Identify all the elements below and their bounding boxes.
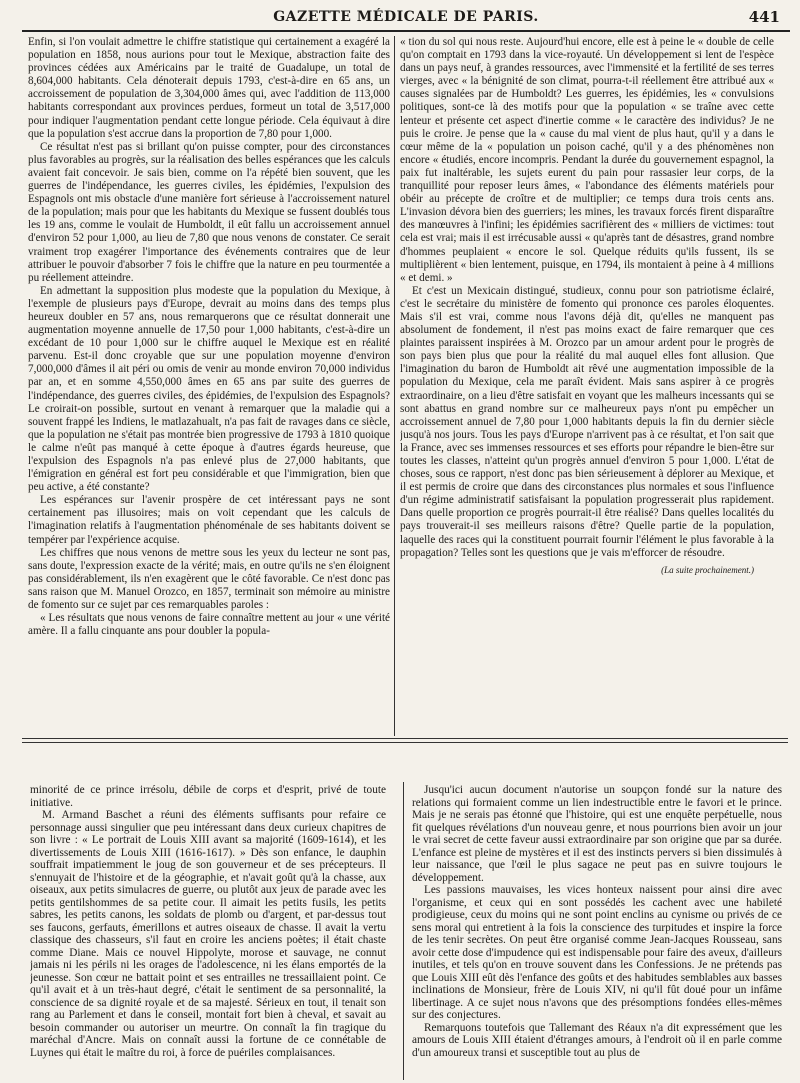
page-number: 441 (748, 8, 780, 26)
feuilleton-column-left (30, 784, 386, 1080)
article-column-right (400, 36, 774, 736)
article-paragraph: Les espérances sur l'avenir prospère de cet intéressant pays ne sont certainement pas illusoires; mais on voit cependant que les calculs de l'imagination relatifs à l'augmentation phénoménale de ses habitants doivent se tempérer par l'expérience acquise. (28, 494, 390, 546)
feuilleton-rule-top (22, 738, 788, 739)
feuilleton-paragraph: Remarquons toutefois que Tallemant des Réaux n'a dit expressément que les amours de Louis XIII étaient d'étranges amours, à l'endroit où il en parle comme d'un amoureux transi et susceptible tout au plus de (412, 1021, 782, 1059)
article-quote: « Les résultats que nous venons de faire connaître mettent au jour « une vérité amère. Il a fallu cinquante ans pour doubler la popula- (28, 612, 390, 638)
article-quote: « tion du sol qui nous reste. Aujourd'hui encore, elle est à peine le « double de celle qu'on comptait en 1793 dans la vice-royauté. Un développement si lent de l'espèce dans un pays neuf, à grandes ressources, avec l'immensité et la fertilité de ses terres vierges, avec « la bénignité de son climat, pourra-t-il réellement être attribué aux « causes signalées par de Humboldt? Les guerres, les épidémies, les « convulsions politiques, sont-ce là des motifs pour que la population « se traîne avec cette lenteur et présente cet aspect d'inertie comme « le caractère des individus? Je ne puis le croire. Je pense que la « cause du mal vient de plus haut, qu'il y a dans le cœur même de la « population un poison caché, qu'il y a des phénomènes non encore « étudiés, encore incompris. Pendant la durée du gouvernement espagnol, la paix fut inaltérable, les sujets eurent du pain pour rassasier leur corps, de la tranquillité pour reposer leurs âmes, « l'abondance des éléments matériels pour obéir au précepte de croître et de multiplier; ce temps dura trois cents ans. L'invasion dévora bien des guerriers; les mines, les travaux forcés firent disparaître des manœuvres à l'infini; les épidémies sacrifièrent des « milliers de victimes: tout cela est vrai; mais il est irrécusable aussi « qu'après tant de désastres, grand nombre d'hommes peuplaient « encore le sol. Quelque réduits qu'ils fussent, ils se multiplièrent « bien lentement, puisque, en 1794, ils montaient à peine à 4 millions « et demi. » (400, 36, 774, 284)
page-header (22, 6, 790, 32)
continuation-note: (La suite prochainement.) (661, 564, 754, 575)
feuilleton-paragraph: Jusqu'ici aucun document n'autorise un soupçon fondé sur la nature des relations qui formaient comme un lien indestructible entre le favori et le prince. Mais je ne serais pas étonné que l'histoire, qui est une enquête perpétuelle, nous fit quelques révélations d'un nouveau genre, et nous pourrions bien avoir un jour le vrai secret de cette faveur aussi extraordinaire par son origine que par sa durée. L'enfance est pleine de mystères et il est des instincts pervers si bien dissimulés à leur naissance, que l'œil le plus sagace ne peut pas en suivre toujours le développement. (412, 784, 782, 884)
article-column-left (28, 36, 390, 736)
article-paragraph: Les chiffres que nous venons de mettre sous les yeux du lecteur ne sont pas, sans doute, l'expression exacte de la vérité; mais, en outre qu'ils ne s'en éloignent pas considérablement, ils n'en exagèrent que le côté favorable. Ce n'est donc pas sans raison que M. Manuel Orozco, en 1857, terminait son mémoire au ministre de fomento sur ce sujet par ces remarquables paroles : (28, 546, 390, 612)
column-divider (394, 36, 395, 736)
feuilleton-paragraph: minorité de ce prince irrésolu, débile de corps et d'esprit, privé de toute initiative. (30, 784, 386, 809)
article-paragraph: Et c'est un Mexicain distingué, studieux, connu pour son patriotisme éclairé, c'est le secrétaire du ministère de fomento qui prononce ces paroles éloquentes. Mais s'il est vrai, comme nous l'avons déjà dit, qu'elles ne manquent pas absolument de fondement, il n'est pas moins exact de faire remarquer que ces plaintes paraissent inspirées à M. Orozco par un amour ardent pour le progrès de son pays bien plus que pour la réalité du mal auquel elles font allusion. Que l'imagination du baron de Humboldt ait rêvé une augmentation impossible de la population du Mexique, cela me paraît évident. Mais sans aspirer à ce progrès extraordinaire, on a lieu d'être satisfait en voyant que les malheurs incessants qui se sont abattus en grand nombre sur ce malheureux pays n'ont pu empêcher un accroissement annuel de 7,80 pour 1,000 habitants depuis la fin du dernier siècle jusqu'à nos jours. Tous les pays d'Europe n'arrivent pas à ce résultat, et l'on sait que la France, avec ses immenses ressources et ses efforts pour répandre le bien-être sur toutes les classes, n'atteint qu'un progrès annuel d'environ 5 pour 1,000. L'état de choses, sous ce rapport, n'est donc pas bien sérieusement à déplorer au Mexique, et il est permis de croire que dans des circonstances plus normales et sous l'influence d'un régime administratif satisfaisant la population progresserait plus rapidement. Dans quelle proportion ce progrès pourrait-il être réalisé? Dans quelles localités du pays trouverait-il ses meilleurs raisons d'être? Quelle partie de la population, laquelle des races qui la constituent pourrait fournir l'élément le plus favorable à la propagation? Telles sont les questions que je vais m'efforcer de résoudre. (400, 284, 774, 559)
article-paragraph: Ce résultat n'est pas si brillant qu'on puisse compter, pour des circonstances plus favorables au progrès, sur la réalisation des belles espérances que les calculs avaient fait concevoir. Je sais bien, comme on l'a répété bien souvent, que les guerres de l'indépendance, les guerres civiles, les épidémies, l'expulsion des Espagnols ont mis obstacle d'une manière fort sérieuse à l'accroissement naturel de la population; mais pour que les habitants du Mexique se fussent doublés tous les 19 ans, comme le voulait de Humboldt, il eût fallu un accroissement annuel d'environ 52 pour 1,000, au lieu de 7,80 que nous venons de constater. Ce serait vraiment trop exagérer l'importance des événements contraires que de leur attribuer le pouvoir d'absorber 7 fois le chiffre que la nature en peu tourmentée a pu réellement atteindre. (28, 140, 390, 284)
article-paragraph: En admettant la supposition plus modeste que la population du Mexique, à l'exemple de plusieurs pays d'Europe, devrait au moins dans des temps plus heureux doubler en 57 ans, nous remarquerons que ce résultat donnerait une augmentation moyenne annuelle de 17,50 pour 1,000 habitants, c'est-à-dire un excédant de 10 pour 1,000 sur le chiffre auquel le Mexique est en réalité parvenu. Est-il donc croyable que sur une population moyenne d'environ 7,000,000 d'âmes il ait péri ou omis de venir au monde environ 70,000 individus par an, et en somme 4,550,000 âmes en 65 ans par suite des guerres de l'indépendance, des guerres civiles, des épidémies, de l'expulsion des Espagnols? Le croirait-on possible, surtout en venant à remarquer que la maladie qui a souvent frappé les Indiens, le matlazahualt, n'a pas fait de ravages dans ce siècle, que la population ne s'était pas montrée bien progressive de 1793 à 1810 quoique le calme n'eût pas manqué à cette époque à d'autres égards heureuse, que l'expulsion des Espagnols n'a pas enlevé plus de 27,000 habitants, que l'émigration en général est fort peu considérable et que l'immigration, bien que peu active, a été constante? (28, 284, 390, 494)
feuilleton-rule-bottom (22, 742, 788, 743)
feuilleton-paragraph: Les passions mauvaises, les vices honteux naissent pour ainsi dire avec l'organisme, et ceux qui en sont possédés les cachent avec une habileté prodigieuse, ceux du moins qui ne sont point enclins au cynisme ou privés de ce sens moral qui entretient à la fois la conscience des turpitudes et inspire la force de les tenir secrètes. On peut être organisé comme Jean-Jacques Rousseau, sans avoir cette dose d'impudence qui est indispensable pour faire des aveux, d'ailleurs inutiles, et tels qu'on en trouve souvent dans les Confessions. Je ne prétends pas que Louis XIII eût dès l'enfance des goûts et des habitudes semblables aux basses inclinations de Monsieur, frère de Louis XIV, ni qu'il fût doué pour un infâme libertinage. A ce sujet nous n'avons que des présomptions fondées elles-mêmes sur des conjectures. (412, 884, 782, 1021)
feuilleton-column-right (412, 784, 782, 1080)
feuilleton-column-divider (403, 782, 404, 1080)
feuilleton-paragraph: M. Armand Baschet a réuni des éléments suffisants pour refaire ce personnage aussi singulier que peu intéressant dans deux curieux chapitres de son livre : « Le portrait de Louis XIII avant sa majorité (1609-1614), et les divertissements de Louis XIII (1616-1617). » Dès son enfance, le dauphin souffrait impatiemment le joug de son gouverneur et de ses précepteurs. Il s'ennuyait de l'histoire et de la géographie, et n'avait goût qu'à la chasse, aux oiseaux, aux petits simulacres de guerre, ou plutôt aux jeux de parade avec les petits gentilshommes de sa petite cour. Il aimait les petits fusils, les petits sabres, les petits canons, les soldats de plomb ou d'argent, et par-dessus tout ses faucons, gerfauts, émerillons et autres oiseaux de chasse. Il avait la vertu classique des chasseurs, s'il faut en croire les anciens poètes; il était chaste comme Diane. Mais ce nouvel Hippolyte, morose et sauvage, ne connut jamais ni les périls ni les orages de l'adolescence, ni les élans emportés de la jeunesse. Son cœur ne battait point et ses entrailles ne tressaillaient point. Ce qu'il avait et à un très-haut degré, c'était le sentiment de sa personnalité, la conscience de sa dignité royale et de sa majesté. Sérieux en tout, il tenait son rang au Parlement et dans le conseil, montait fort bien à cheval, et savait au besoin commander ou autoriser un meurtre. On connaît la fin tragique du maréchal d'Ancre. Mais on connaît aussi la fortune de ce connétable de Luynes qui était le maître du roi, à force de puériles complaisances. (30, 809, 386, 1059)
journal-title: GAZETTE MÉDICALE DE PARIS. (273, 9, 539, 25)
article-paragraph: Enfin, si l'on voulait admettre le chiffre statistique qui certainement a exagéré la population en 1858, nous aurions pour tout le Mexique, abstraction faite des provinces cédées aux Américains par le traité de Guadalupe, un total de 8,604,000 habitants. Cela dénoterait depuis 1793, c'est-à-dire en 65 ans, un accroissement de population de 3,304,000 âmes qui, avec l'addition de 113,000 habitants correspondant aux provinces perdues, formeut un total de 3,517,000 pour indiquer l'augmentation pendant cette longue période. Cela équivaut à dire que la population s'est accrue dans la proportion de 7,80 pour 1,000. (28, 36, 390, 140)
